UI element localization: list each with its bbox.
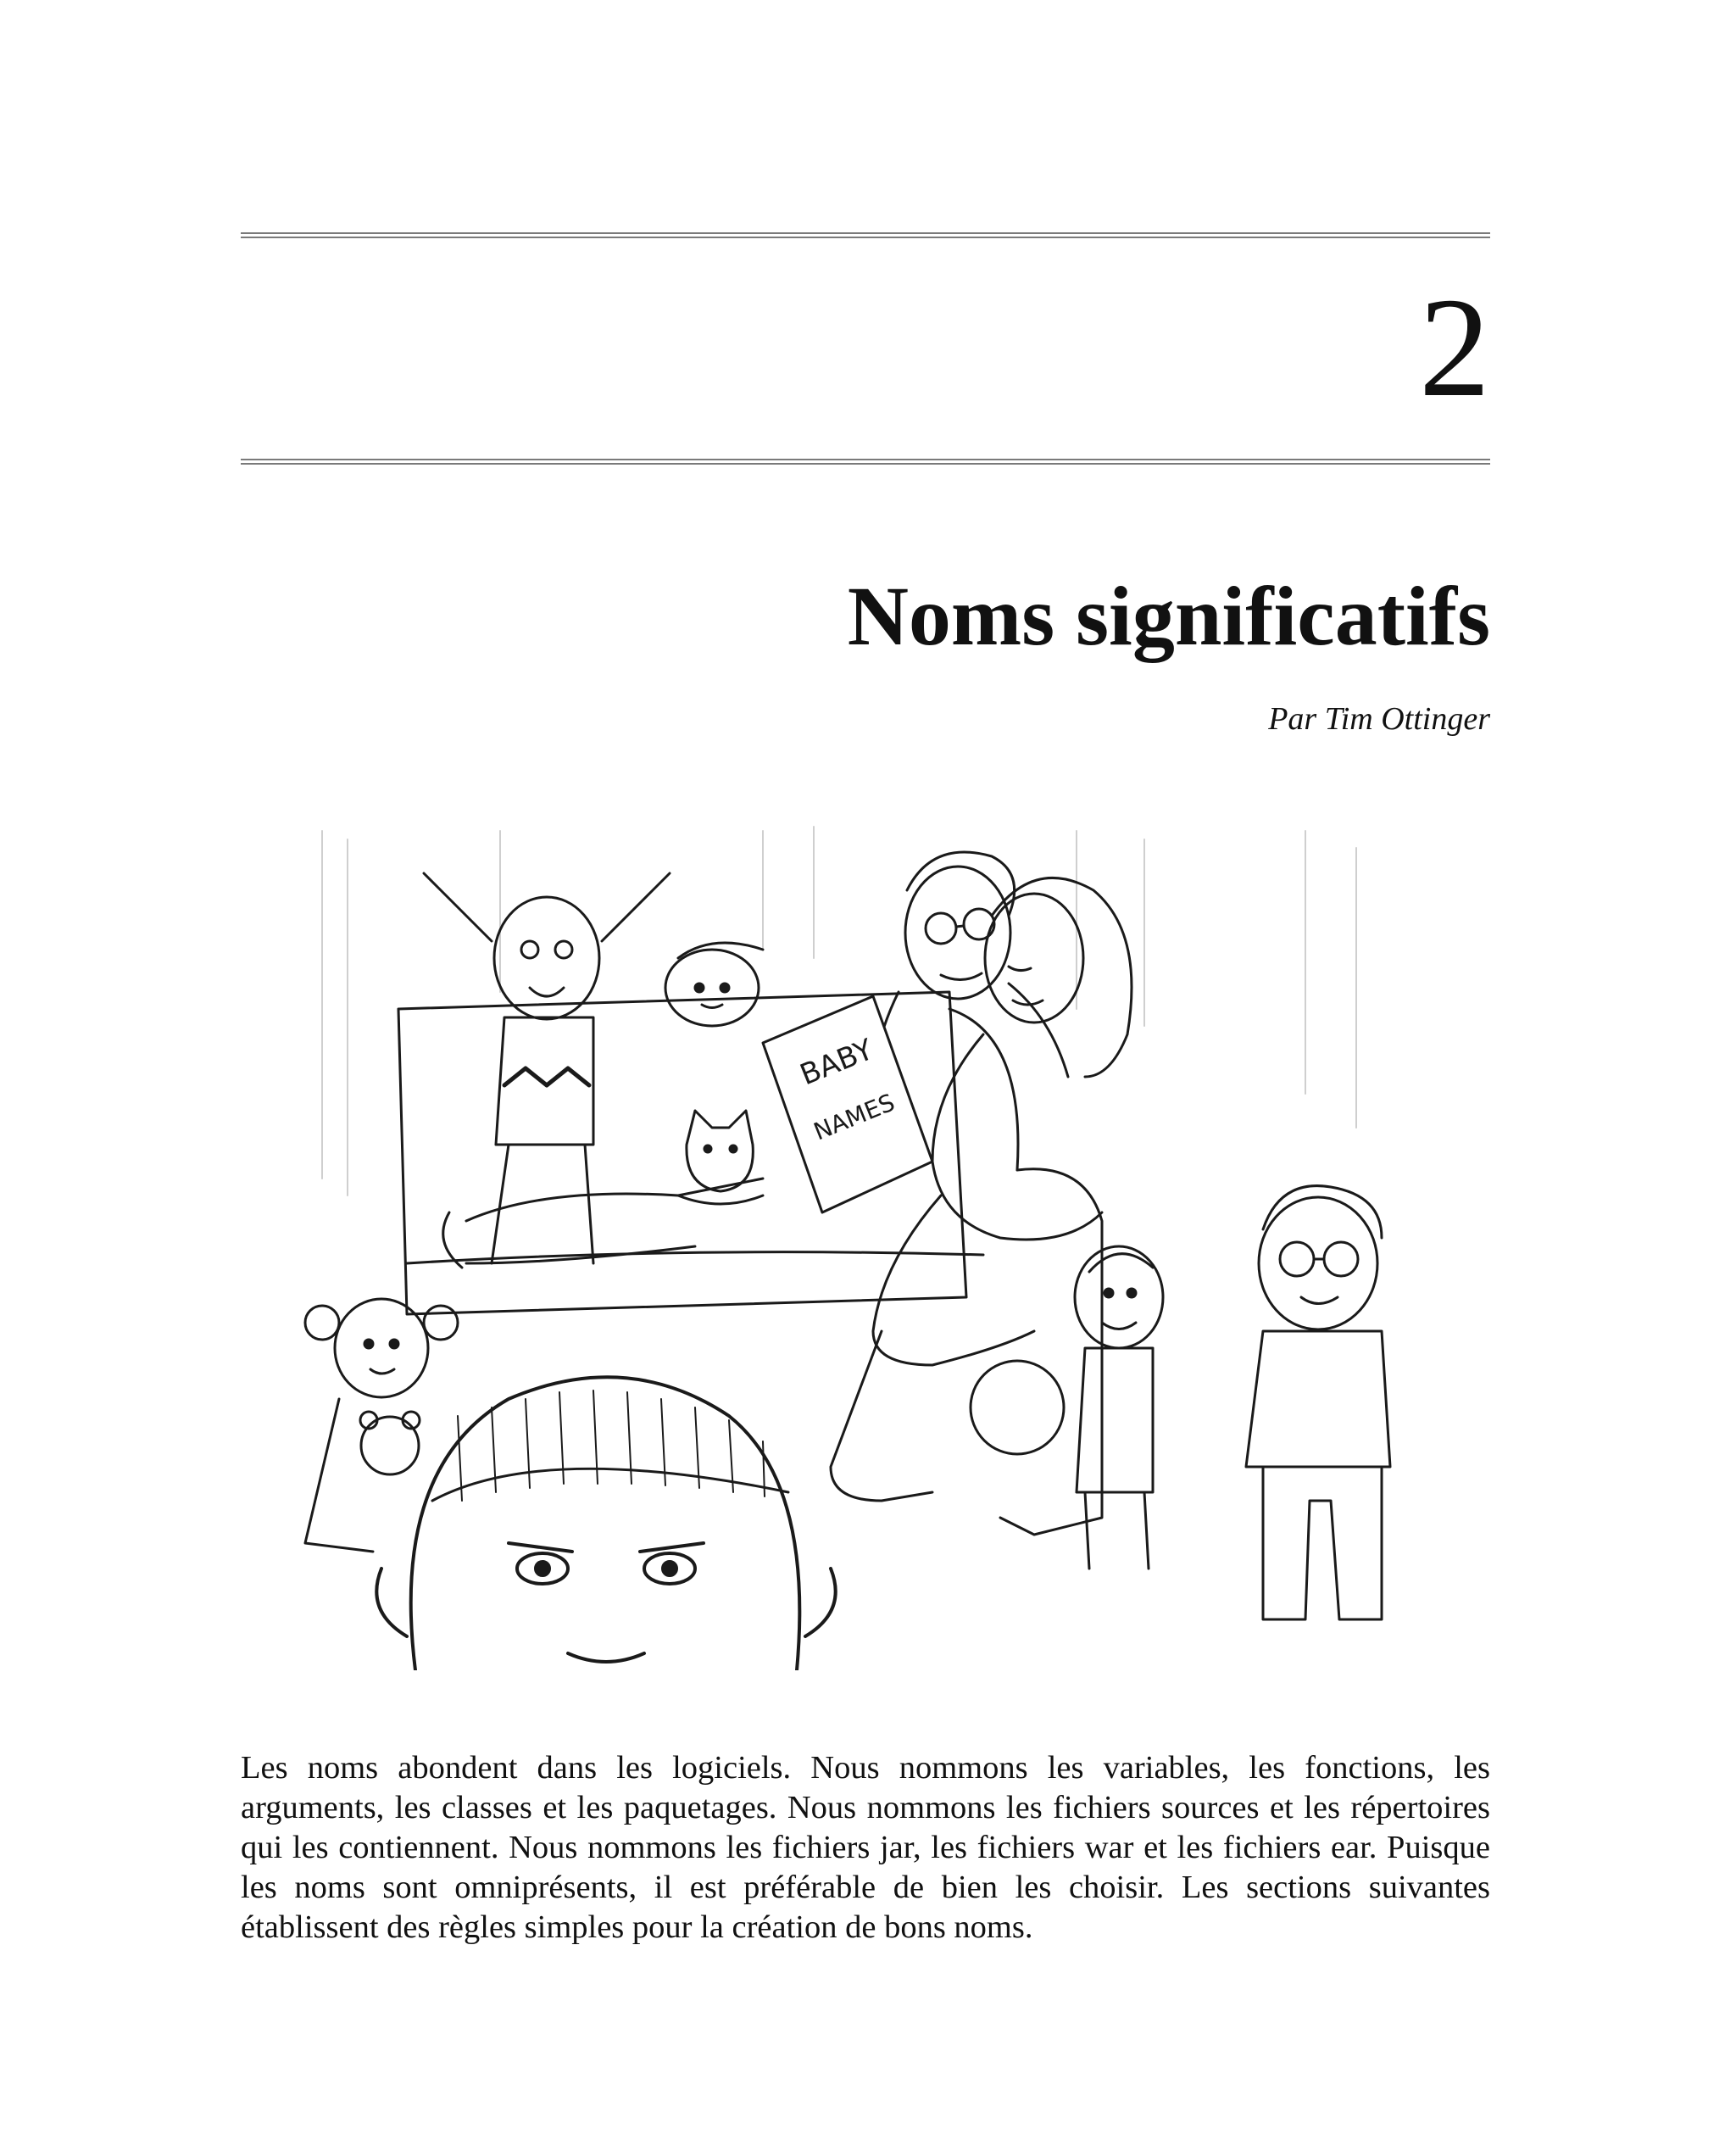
intro-paragraph: Les noms abondent dans les logiciels. Nous nommons les variables, les fonctions, les arguments, les classes et les paquetages. Nous nommons les fichiers sources et les répertoires qui les contiennent. Nous nommons les fichiers jar, les fichiers war et les fichiers ear. Puisque les noms sont omniprésents, il est préférable de bien les choisir. Les sections suivantes établissent des règles simples pour la création de bons noms. xyxy=(241,1750,1490,1945)
book-label-baby: BABY xyxy=(795,1032,878,1093)
cheering-toddler xyxy=(424,873,670,1263)
toddler-with-ball xyxy=(971,1246,1163,1569)
chapter-number: 2 xyxy=(1419,269,1490,426)
bottom-double-rule xyxy=(241,459,1490,465)
chapter-title: Noms significatifs xyxy=(847,569,1490,663)
chapter-byline: Par Tim Ottinger xyxy=(1268,701,1490,737)
girl-with-teddy xyxy=(305,1299,458,1552)
top-double-rule xyxy=(241,232,1490,238)
baby-names-book xyxy=(763,996,932,1212)
boy-with-glasses xyxy=(1246,1186,1390,1619)
peeking-baby xyxy=(665,943,763,1026)
book-label-names: NAMES xyxy=(810,1088,899,1146)
family-illustration xyxy=(288,822,1458,1670)
father-figure xyxy=(873,852,1068,1077)
cat-figure xyxy=(678,1111,763,1204)
foreground-boy-head xyxy=(376,1377,835,1670)
